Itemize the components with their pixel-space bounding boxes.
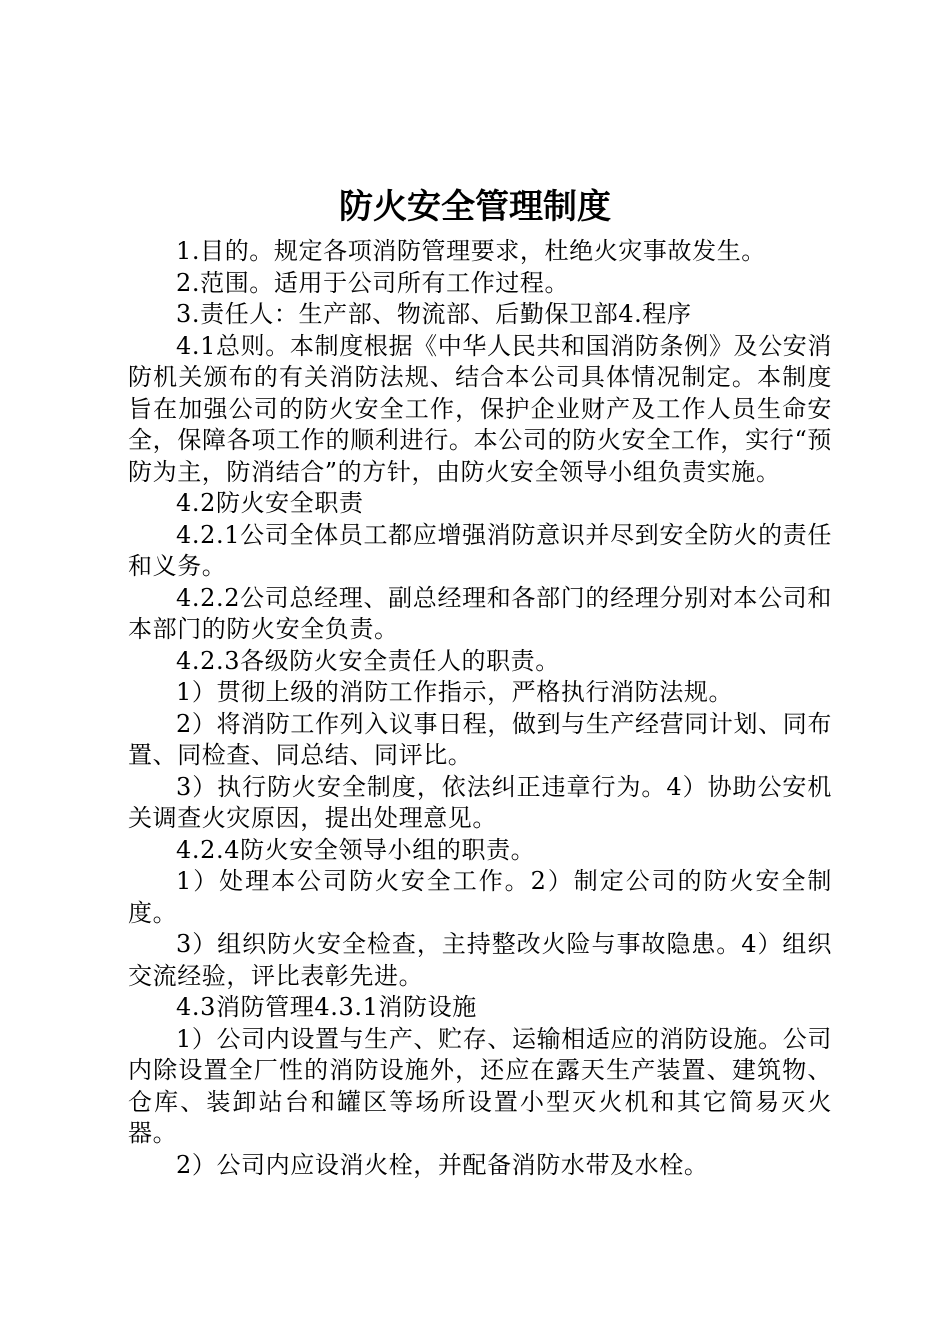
document-body bbox=[128, 236, 832, 1181]
paragraph-group-duty-1-2: 1）处理本公司防火安全工作。2）制定公司的防火安全制度。 bbox=[128, 867, 832, 927]
paragraph-duty-3-4: 3）执行防火安全制度，依法纠正违章行为。4）协助公安机关调查火灾原因，提出处理意见。 bbox=[128, 772, 832, 832]
document-title: 防火安全管理制度 bbox=[339, 187, 611, 227]
paragraph-section-4-2: 4.2防火安全职责 bbox=[176, 489, 364, 517]
paragraph-facility-1: 1）公司内设置与生产、贮存、运输相适应的消防设施。公司内除设置全厂性的消防设施外，还应在露天生产装置、建筑物、仓库、装卸站台和罐区等场所设置小型灭火机和其它简易灭火器。 bbox=[128, 1024, 832, 1147]
paragraph-4-2-4: 4.2.4防火安全领导小组的职责。 bbox=[176, 835, 536, 864]
paragraph-4-2-1: 4.2.1公司全体员工都应增强消防意识并尽到安全防火的责任和义务。 bbox=[128, 520, 832, 580]
paragraph-purpose: 1.目的。规定各项消防管理要求，杜绝火灾事故发生。 bbox=[176, 237, 766, 265]
paragraph-4-2-3: 4.2.3各级防火安全责任人的职责。 bbox=[176, 646, 560, 675]
paragraph-section-4-3: 4.3消防管理4.3.1消防设施 bbox=[176, 993, 477, 1021]
paragraph-group-duty-3-4: 3）组织防火安全检查，主持整改火险与事故隐患。4）组织交流经验，评比表彰先进。 bbox=[128, 930, 832, 990]
paragraph-duty-2: 2）将消防工作列入议事日程，做到与生产经营同计划、同布置、同检查、同总结、同评比。 bbox=[128, 709, 832, 769]
paragraph-responsible: 3.责任人：生产部、物流部、后勤保卫部4.程序 bbox=[176, 300, 692, 328]
paragraph-facility-2: 2）公司内应设消火栓，并配备消防水带及水栓。 bbox=[176, 1150, 709, 1179]
paragraph-4-2-2: 4.2.2公司总经理、副总经理和各部门的经理分别对本公司和本部门的防火安全负责。 bbox=[128, 583, 832, 643]
paragraph-duty-1: 1）贯彻上级的消防工作指示，严格执行消防法规。 bbox=[176, 678, 734, 706]
paragraph-general-rules: 4.1总则。本制度根据《中华人民共和国消防条例》及公安消防机关颁布的有关消防法规、结合本公司具体情况制定。本制度旨在加强公司的防火安全工作，保护企业财产及工作人员生命安全，保障各项工作的顺利进行。本公司的防火安全工作，实行“预防为主，防消结合”的方针，由防火安全领导小组负责实施。 bbox=[128, 331, 832, 486]
paragraph-scope: 2.范围。适用于公司所有工作过程。 bbox=[176, 268, 570, 297]
